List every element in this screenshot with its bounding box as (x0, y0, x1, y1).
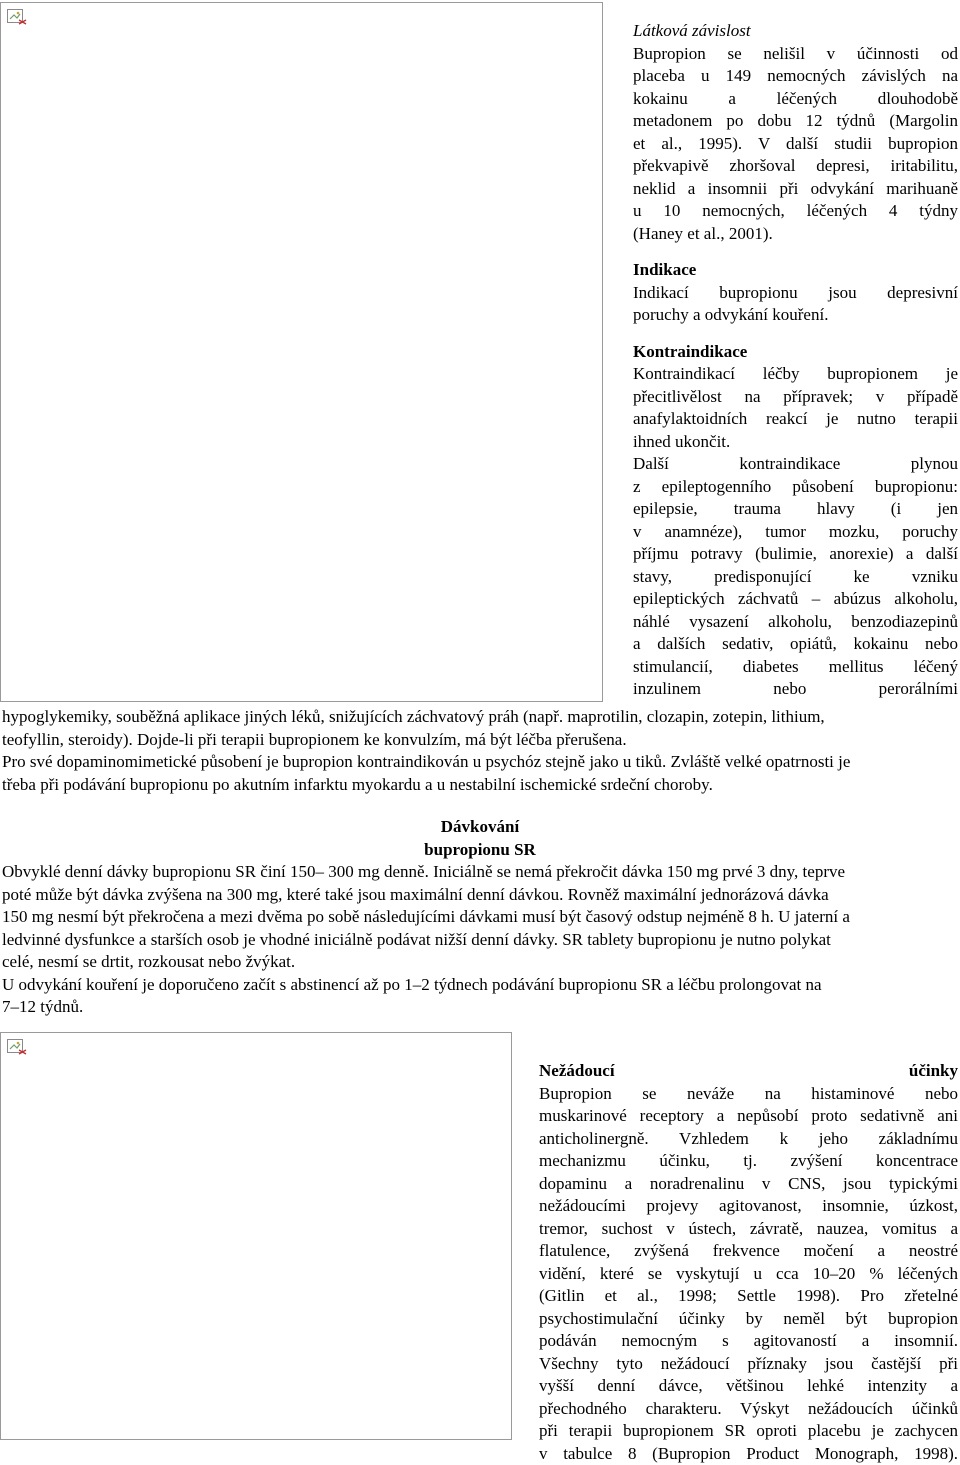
text-line: (Haney et al., 2001). (633, 223, 958, 246)
section-davkovani (2, 816, 958, 1019)
text-line: ledvinné dysfunkce a starších osob je vhodné iniciálně podávat nižší denní dávky. SR tablety bupropionu je nutno polykat (2, 929, 958, 952)
text-line: epileptických záchvatů – abúzus alkoholu, (633, 588, 958, 611)
right-column-bottom (539, 1060, 958, 1465)
text-line: placeba u 149 nemocných závislých na (633, 65, 958, 88)
text-line: inzulinem nebo perorálními (633, 678, 958, 701)
text-line: vyšší denní dávce, většinou lehké intenzity a (539, 1375, 958, 1398)
paragraph-latkova-zavislost (633, 43, 958, 246)
section-heading-kontraindikace: Kontraindikace (633, 341, 958, 364)
right-column-top (633, 20, 958, 701)
text-line: muskarinové receptory a nepůsobí proto sedativně ani (539, 1105, 958, 1128)
text-line: mechanizmu účinku, tj. zvýšení koncentrace (539, 1150, 958, 1173)
text-line: poruchy a odvykání kouření. (633, 304, 958, 327)
text-line: metadonem po dobu 12 týdnů (Margolin (633, 110, 958, 133)
text-line: vidění, které se vyskytují u cca 10–20 % léčených (539, 1263, 958, 1286)
text-line: et al., 1995). V další studii bupropion (633, 133, 958, 156)
text-line: překvapivě zhoršoval depresi, iritabilitu, (633, 155, 958, 178)
paragraph-dalsi-kontraindikace (633, 453, 958, 701)
text-line: příjmu potravy (bulimie, anorexie) a další (633, 543, 958, 566)
text-line: ihned ukončit. (633, 431, 958, 454)
text-line: poté může být dávka zvýšena na 300 mg, které také jsou maximální denní dávkou. Rovněž maximální jednorázová dávka (2, 884, 958, 907)
text-line: U odvykání kouření je doporučeno začít s abstinencí až po 1–2 týdnech podávání bupropionu SR a léčbu prolongovat na (2, 974, 958, 997)
text-line: neklid a insomnii při odvykání marihuaně (633, 178, 958, 201)
text-line: přechodného charakteru. Výskyt nežádoucích účinků (539, 1398, 958, 1421)
text-line: anafylaktoidních reakcí je nutno terapii (633, 408, 958, 431)
section-subheading-bupropionu-sr: bupropionu SR (2, 839, 958, 862)
text-line: v anamnéze), tumor mozku, poruchy (633, 521, 958, 544)
section-heading-davkovani: Dávkování (2, 816, 958, 839)
section-heading-latkova-zavislost: Látková závislost (633, 20, 958, 43)
text-line: hypoglykemiky, souběžná aplikace jiných léků, snižujících záchvatový práh (např. maprotilin, clozapin, zotepin, lithium, (2, 706, 958, 729)
image-placeholder (0, 2, 603, 702)
text-line: anticholinergně. Vzhledem k jeho základnímu (539, 1128, 958, 1151)
text-line: při terapii bupropionem SR oproti placebu je zachycen (539, 1420, 958, 1443)
text-line: Bupropion se neváže na histaminové nebo (539, 1083, 958, 1106)
text-line: náhlé vysazení alkoholu, benzodiazepinů (633, 611, 958, 634)
text-line: přecitlivělost na přípravek; v případě (633, 386, 958, 409)
paragraph-kontraindikace (633, 363, 958, 453)
text-line: nežádoucími projevy agitovanost, insomnie, úzkost, (539, 1195, 958, 1218)
text-line: (Gitlin et al., 1998; Settle 1998). Pro zřetelné (539, 1285, 958, 1308)
text-line: třeba při podávání bupropionu po akutním infarktu myokardu a u nestabilní ischemické srdeční choroby. (2, 774, 958, 797)
text-line: Indikací bupropionu jsou depresivní (633, 282, 958, 305)
text-line: 150 mg nesmí být překročena a mezi dvěma po sobě následujícími dávkami musí být časový odstup nejméně 8 h. U jaterní a (2, 906, 958, 929)
text-line: dopaminu a noradrenalinu v CNS, jsou typickými (539, 1173, 958, 1196)
text-line: tremor, suchost v ústech, závratě, nauzea, vomitus a (539, 1218, 958, 1241)
paragraph-indikace (633, 282, 958, 327)
broken-image-icon (7, 9, 27, 25)
text-line: stimulancií, diabetes mellitus léčený (633, 656, 958, 679)
text-line: Pro své dopaminomimetické působení je bupropion kontraindikován u psychóz stejně jako u tiků. Zvláště velké opatrnosti je (2, 751, 958, 774)
section-heading-indikace: Indikace (633, 259, 958, 282)
text-line: stavy, predisponující ke vzniku (633, 566, 958, 589)
text-line: Kontraindikací léčby bupropionem je (633, 363, 958, 386)
section-heading-nezadouci-ucinky: Nežádoucí účinky (539, 1060, 958, 1083)
text-line: 7–12 týdnů. (2, 996, 958, 1019)
text-line: epilepsie, trauma hlavy (i jen (633, 498, 958, 521)
text-line: Všechny tyto nežádoucí příznaky jsou častější při (539, 1353, 958, 1376)
text-line: psychostimulační účinky by neměl být bupropion (539, 1308, 958, 1331)
text-line: a dalších sedativ, opiátů, kokainu nebo (633, 633, 958, 656)
text-line: Bupropion se nelišil v účinnosti od (633, 43, 958, 66)
text-line: celé, nesmí se drtit, rozkousat nebo žvýkat. (2, 951, 958, 974)
text-line: u 10 nemocných, léčených 4 týdny (633, 200, 958, 223)
text-line: teofyllin, steroidy). Dojde-li při terapii bupropionem ke konvulzím, má být léčba přerušena. (2, 729, 958, 752)
text-line: podáván nemocným s agitovaností a insomnií. (539, 1330, 958, 1353)
text-line: z epileptogenního působení bupropionu: (633, 476, 958, 499)
text-line: flatulence, zvýšená frekvence močení a neostré (539, 1240, 958, 1263)
image-placeholder (0, 1032, 512, 1440)
text-line: v tabulce 8 (Bupropion Product Monograph, 1998). (539, 1443, 958, 1465)
text-line: kokainu a léčených dlouhodobě (633, 88, 958, 111)
text-line: Obvyklé denní dávky bupropionu SR činí 150– 300 mg denně. Iniciálně se nemá překročit dávka 150 mg prvé 3 dny, teprve (2, 861, 958, 884)
broken-image-icon (7, 1039, 27, 1055)
text-line: Další kontraindikace plynou (633, 453, 958, 476)
paragraph-kontraindikace-continued (2, 706, 958, 796)
